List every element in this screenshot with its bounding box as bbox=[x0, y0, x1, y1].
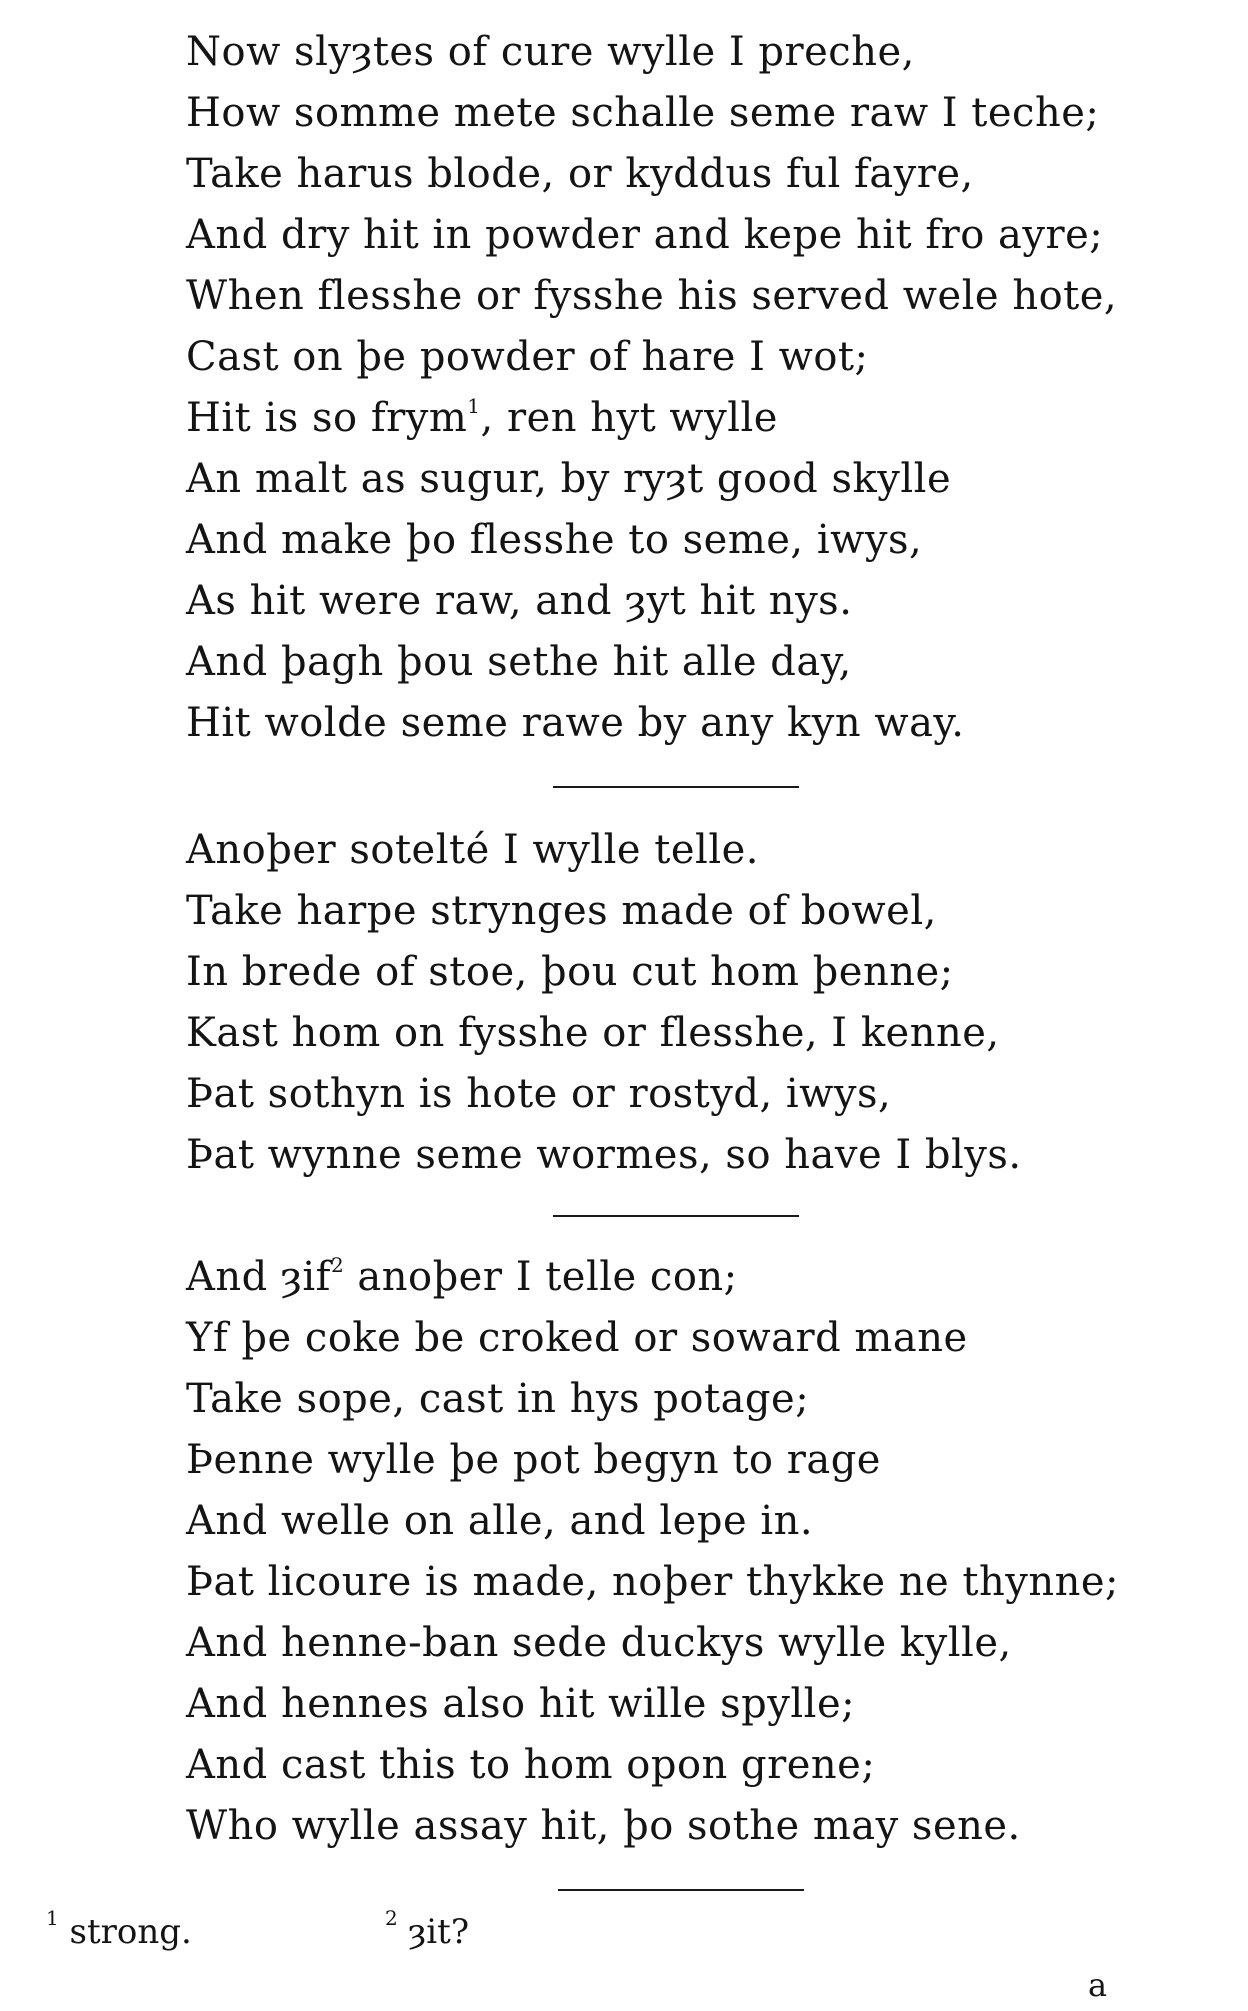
verse-line: Cast on þe powder of hare I wot; bbox=[186, 334, 869, 380]
verse-line: And henne-ban sede duckys wylle kylle, bbox=[186, 1620, 1012, 1666]
verse-text: And ȝif bbox=[186, 1254, 331, 1300]
verse-line: And cast this to hom opon grene; bbox=[186, 1742, 876, 1788]
section-divider bbox=[553, 1215, 799, 1217]
verse-line: Kast hom on fysshe or flesshe, I kenne, bbox=[186, 1010, 1000, 1056]
verse-line: As hit were raw, and ȝyt hit nys. bbox=[186, 578, 853, 624]
verse-line: Anoþer sotelté I wylle telle. bbox=[186, 827, 759, 873]
footnote-mark: 2 bbox=[385, 1906, 398, 1930]
verse-line: Þat sothyn is hote or rostyd, iwys, bbox=[186, 1071, 892, 1117]
verse-text: anoþer I telle con; bbox=[344, 1254, 738, 1300]
stanza-2 bbox=[186, 820, 1186, 1186]
verse-line: And welle on alle, and lepe in. bbox=[186, 1498, 814, 1544]
verse-line: An malt as sugur, by ryȝt good skylle bbox=[186, 456, 952, 502]
verse-line: Take harpe strynges made of bowel, bbox=[186, 888, 937, 934]
stanza-1 bbox=[186, 22, 1186, 754]
verse-line: And dry hit in powder and kepe hit fro ayre; bbox=[186, 212, 1104, 258]
verse-line: And make þo flesshe to seme, iwys, bbox=[186, 517, 923, 563]
verse-line: Þenne wylle þe pot begyn to rage bbox=[186, 1437, 881, 1483]
verse-line: Now slyȝtes of cure wylle I preche, bbox=[186, 29, 915, 75]
footnote-2 bbox=[385, 1906, 470, 1952]
footnote-reference: 2 bbox=[330, 1253, 345, 1277]
verse-line: Who wylle assay hit, þo sothe may sene. bbox=[186, 1803, 1021, 1849]
section-divider bbox=[553, 786, 799, 788]
verse-line: Take harus blode, or kyddus ful fayre, bbox=[186, 151, 974, 197]
verse-line: Yf þe coke be croked or soward mane bbox=[186, 1315, 968, 1361]
verse-line: Hit wolde seme rawe by any kyn way. bbox=[186, 700, 965, 746]
verse-line-with-footnote bbox=[186, 1247, 1186, 1308]
footnote-text: ȝit? bbox=[408, 1912, 470, 1952]
footnote-1 bbox=[46, 1906, 192, 1952]
signature-mark: a bbox=[1088, 1966, 1108, 2004]
verse-line: And hennes also hit wille spylle; bbox=[186, 1681, 856, 1727]
verse-line: Take sope, cast in hys potage; bbox=[186, 1376, 810, 1422]
verse-line: In brede of stoe, þou cut hom þenne; bbox=[186, 949, 954, 995]
section-divider bbox=[558, 1889, 804, 1891]
verse-line: How somme mete schalle seme raw I teche; bbox=[186, 90, 1100, 136]
verse-line-with-footnote bbox=[186, 388, 1186, 449]
footnote-text: strong. bbox=[69, 1912, 192, 1952]
footnote-reference: 1 bbox=[467, 394, 481, 418]
verse-line: Þat licoure is made, noþer thykke ne thynne; bbox=[186, 1559, 1120, 1605]
verse-text: Hit is so frym bbox=[186, 395, 468, 441]
verse-line: When flesshe or fysshe his served wele hote, bbox=[186, 273, 1118, 319]
stanza-3 bbox=[186, 1247, 1186, 1857]
verse-line: And þagh þou sethe hit alle day, bbox=[186, 639, 852, 685]
verse-line: Þat wynne seme wormes, so have I blys. bbox=[186, 1132, 1022, 1178]
verse-text: , ren hyt wylle bbox=[480, 395, 778, 441]
footnote-mark: 1 bbox=[46, 1906, 59, 1930]
